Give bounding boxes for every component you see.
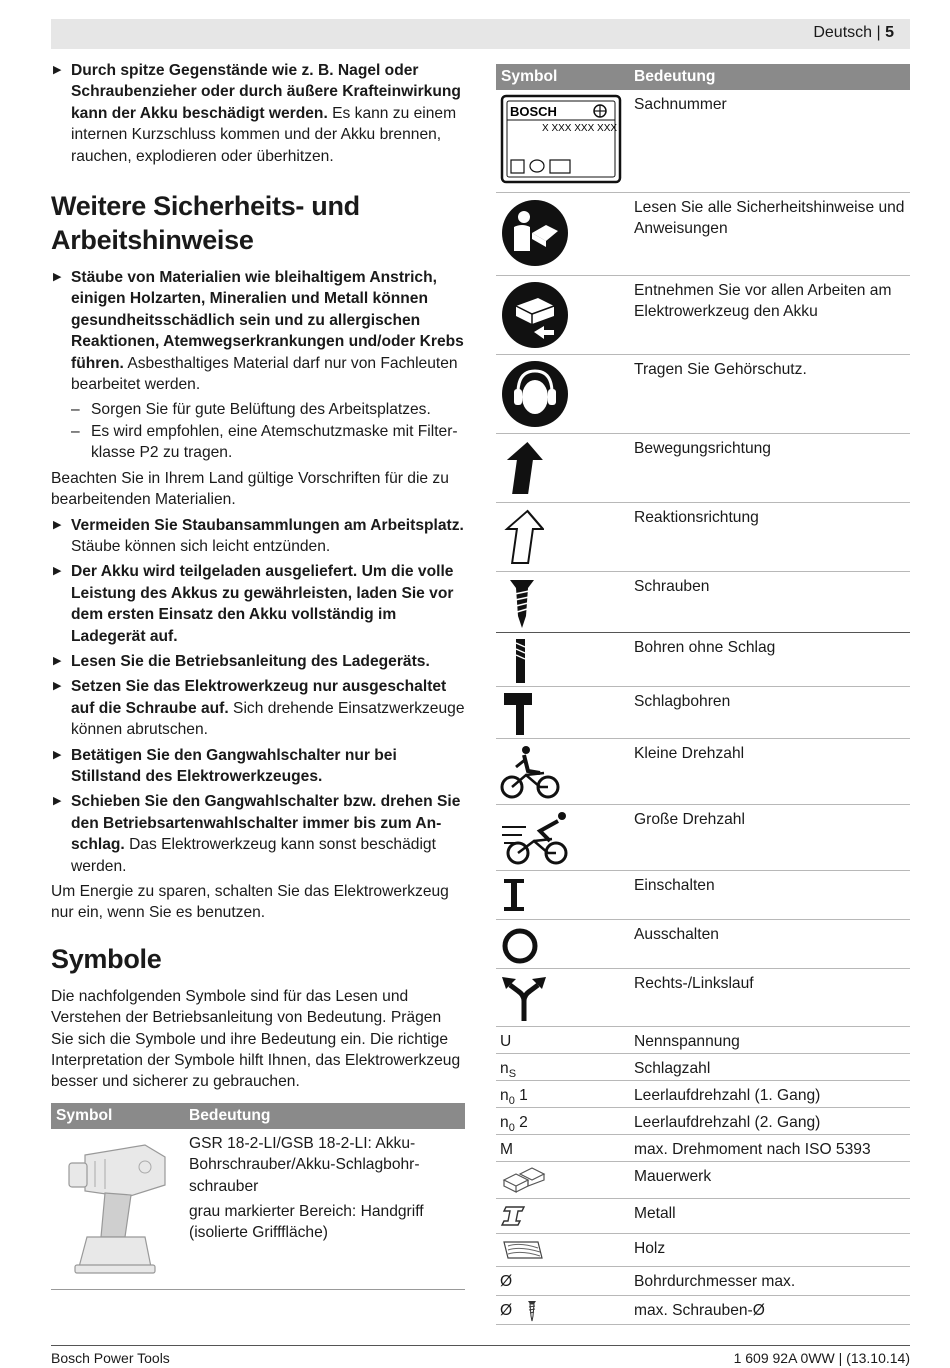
table-row <box>51 1129 465 1290</box>
footer-doc-number: 1 609 92A 0WW | (13.10.14) <box>733 1350 910 1366</box>
power-on-icon <box>500 875 540 915</box>
table-row <box>496 1234 910 1267</box>
section-title-symbols: Symbole <box>51 943 162 974</box>
meaning-text: Leerlaufdrehzahl (2. Gang) <box>634 1114 821 1131</box>
table-row <box>496 871 910 920</box>
meaning-text: Rechts-/Linkslauf <box>634 975 754 992</box>
table-row <box>496 503 910 572</box>
nameplate-brand: BOSCH <box>510 104 557 119</box>
meaning-text: Tragen Sie Gehörschutz. <box>634 361 807 378</box>
page-footer <box>51 1345 910 1366</box>
meaning-text: Nennspannung <box>634 1033 740 1050</box>
meaning-text: Metall <box>634 1205 676 1222</box>
read-manual-icon <box>500 197 570 267</box>
no-load-speed-2-symbol: $n_0$ 2 <box>500 1114 528 1135</box>
table-row <box>496 633 910 687</box>
meaning-text: Sachnummer <box>634 96 727 113</box>
bullet-gear-switch: ▶ Betätigen Sie den Gangwahlschalter nur bei Stillstand des Elektrowerkzeuges. <box>51 745 465 788</box>
table-row <box>496 969 910 1027</box>
drill-illustration <box>65 1137 175 1277</box>
meaning-text: Schlagbohren <box>634 693 731 710</box>
masonry-icon <box>500 1166 548 1194</box>
paragraph-regulations: Beachten Sie in Ihrem Land gültige Vorschriften für die zu bearbeitenden Materialien. <box>51 469 449 509</box>
table-header-symbol: Symbol <box>501 68 558 85</box>
table-row <box>496 1199 910 1234</box>
symbol-table-left <box>51 1103 465 1290</box>
dash-item-ventilation: – Sorgen Sie für gute Belüftung des Arbeitsplatzes. <box>51 399 465 420</box>
meaning-text: Bohren ohne Schlag <box>634 639 776 656</box>
small-screw-icon <box>522 1300 542 1322</box>
nameplate-number: X XXX XXX XXX <box>542 123 618 134</box>
table-cell-model: GSR 18-2-LI/GSB 18-2-LI: Akku-Bohrschrauber/Akku-Schlagbohrschrauber <box>189 1134 420 1195</box>
meaning-text: Einschalten <box>634 877 715 894</box>
table-header-symbol: Symbol <box>56 1106 113 1124</box>
left-column <box>51 60 465 1290</box>
hammer-icon <box>500 691 544 737</box>
table-row <box>496 1162 910 1199</box>
bullet-charger-manual: ▶ Lesen Sie die Betriebsanleitung des Ladegeräts. <box>51 651 465 672</box>
table-row <box>496 1135 910 1162</box>
meaning-text: Schlagzahl <box>634 1060 711 1077</box>
table-header-meaning: Bedeutung <box>189 1106 271 1124</box>
bullet-battery-charge: ▶ Der Akku wird teilgeladen ausgeliefert. Um die volle Leistung des Akkus zu gewährleisten, laden Sie vor dem ersten Einsatz den Akku vollständig im Ladegerät auf. <box>51 561 465 647</box>
voltage-symbol: U <box>500 1033 512 1050</box>
wood-icon <box>500 1238 546 1262</box>
impact-rate-symbol: $n_S$ <box>500 1060 517 1081</box>
table-row <box>496 1108 910 1135</box>
drill-diameter-symbol: Ø <box>500 1273 513 1290</box>
table-row <box>496 434 910 503</box>
screw-icon <box>500 576 544 630</box>
power-off-icon <box>500 924 542 966</box>
meaning-text: Holz <box>634 1240 666 1257</box>
table-row <box>496 920 910 969</box>
meaning-text: Bohrdurchmesser max. <box>634 1273 796 1290</box>
meaning-text: Lesen Sie alle Sicherheitshinweise und Anweisungen <box>634 199 905 238</box>
meaning-text: Bewegungsrichtung <box>634 440 771 457</box>
table-row <box>496 1296 910 1325</box>
symbol-table-right <box>496 64 910 1325</box>
paragraph-energy: Um Energie zu sparen, schalten Sie das Elektrowerkzeug nur ein, wenn Sie es benutzen. <box>51 883 449 922</box>
bullet-dust: ▶ Stäube von Materialien wie bleihaltigem Anstrich, einigen Holzarten, Mineralien und Metall können gesundheitsschädlich sein und zu allergischen Reaktionen, Atemwegserkrankungen und/oder Krebs führen. Asbesthaltiges Material darf nur von Fachleuten bearbeitet werden. <box>51 267 465 395</box>
ear-protection-icon <box>500 359 570 429</box>
meaning-text: Große Drehzahl <box>634 811 745 828</box>
table-row <box>496 572 910 633</box>
bullet-mode-selector: ▶ Schieben Sie den Gangwahlschalter bzw. drehen Sie den Betriebsartenwahlschalter immer bis zum Anschlag. Das Elektrowerkzeug kann sonst beschädigt werden. <box>51 791 465 877</box>
bullet-intro: ▶ Durch spitze Gegenstände wie z. B. Nagel oder Schraubenzieher oder durch äußere Krafteinwirkung kann der Akku beschädigt werden. Es kann zu einem internen Kurzschluss kommen und der Akku brennen, rauchen, explodieren oder überhitzen. <box>51 60 465 167</box>
slow-bicycle-icon <box>500 743 562 801</box>
rotation-direction-icon <box>500 973 552 1023</box>
remove-battery-icon <box>500 280 570 350</box>
meaning-text: Reaktionsrichtung <box>634 509 759 526</box>
table-row <box>496 687 910 739</box>
meaning-text: Mauerwerk <box>634 1168 712 1185</box>
table-row <box>496 1267 910 1296</box>
meaning-text: max. Schrauben-Ø <box>634 1302 765 1319</box>
meaning-text: Schrauben <box>634 578 710 595</box>
table-row <box>496 276 910 355</box>
table-row <box>496 193 910 276</box>
nameplate-icon <box>500 94 622 186</box>
page-header-label: Deutsch | 5 <box>813 24 894 41</box>
metal-icon <box>500 1203 540 1229</box>
drill-bit-icon <box>500 637 544 685</box>
meaning-text: max. Drehmoment nach ISO 5393 <box>634 1141 871 1158</box>
bullet-switched-off: ▶ Setzen Sie das Elektrowerkzeug nur ausgeschaltet auf die Schraube auf. Sich drehende Einsatzwerkzeuge können abrutschen. <box>51 676 465 740</box>
table-cell-drill-meaning <box>189 1133 465 1244</box>
table-cell-grip: grau markierter Bereich: Handgriff (isolierte Grifffläche) <box>189 1203 424 1242</box>
screw-diameter-symbol: Ø <box>500 1300 542 1322</box>
bullet-dust-accumulation: ▶ Vermeiden Sie Staubansammlungen am Arbeitsplatz. Stäube können sich leicht entzünden. <box>51 515 465 558</box>
paragraph-symbols-intro: Die nachfolgenden Symbole sind für das Lesen und Verstehen der Betriebsanleitung von Bedeutung. Prägen Sie sich die Symbole und ihre Bedeutung ein. Die richtige Interpretation der Symbole hilft Ihnen, das Elektrowerkzeug besser und sicherer zu gebrauchen. <box>51 987 461 1091</box>
table-header <box>51 1103 465 1129</box>
meaning-text: Entnehmen Sie vor allen Arbeiten am Elektrowerkzeug den Akku <box>634 282 892 321</box>
meaning-text: Ausschalten <box>634 926 719 943</box>
dash-item-mask: – Es wird empfohlen, eine Atemschutzmaske mit Filterklasse P2 zu tragen. <box>51 421 465 464</box>
table-row <box>496 355 910 434</box>
meaning-text: Kleine Drehzahl <box>634 745 745 762</box>
meaning-text: Leerlaufdrehzahl (1. Gang) <box>634 1087 821 1104</box>
reaction-direction-icon <box>500 507 544 567</box>
table-header-meaning: Bedeutung <box>634 68 716 85</box>
table-row <box>496 1027 910 1054</box>
table-row <box>496 1054 910 1081</box>
no-load-speed-1-symbol: $n_0$ 1 <box>500 1087 528 1108</box>
section-title-safety: Weitere Sicherheits- und Arbeitshinweise <box>51 191 360 256</box>
fast-bicycle-icon <box>500 809 572 867</box>
table-row <box>496 1081 910 1108</box>
torque-symbol: M <box>500 1141 513 1158</box>
movement-direction-icon <box>500 438 544 498</box>
table-row <box>496 90 910 193</box>
table-header <box>496 64 910 90</box>
footer-publisher: Bosch Power Tools <box>51 1350 170 1366</box>
table-row <box>496 739 910 805</box>
page-header <box>51 19 910 49</box>
table-row <box>496 805 910 871</box>
